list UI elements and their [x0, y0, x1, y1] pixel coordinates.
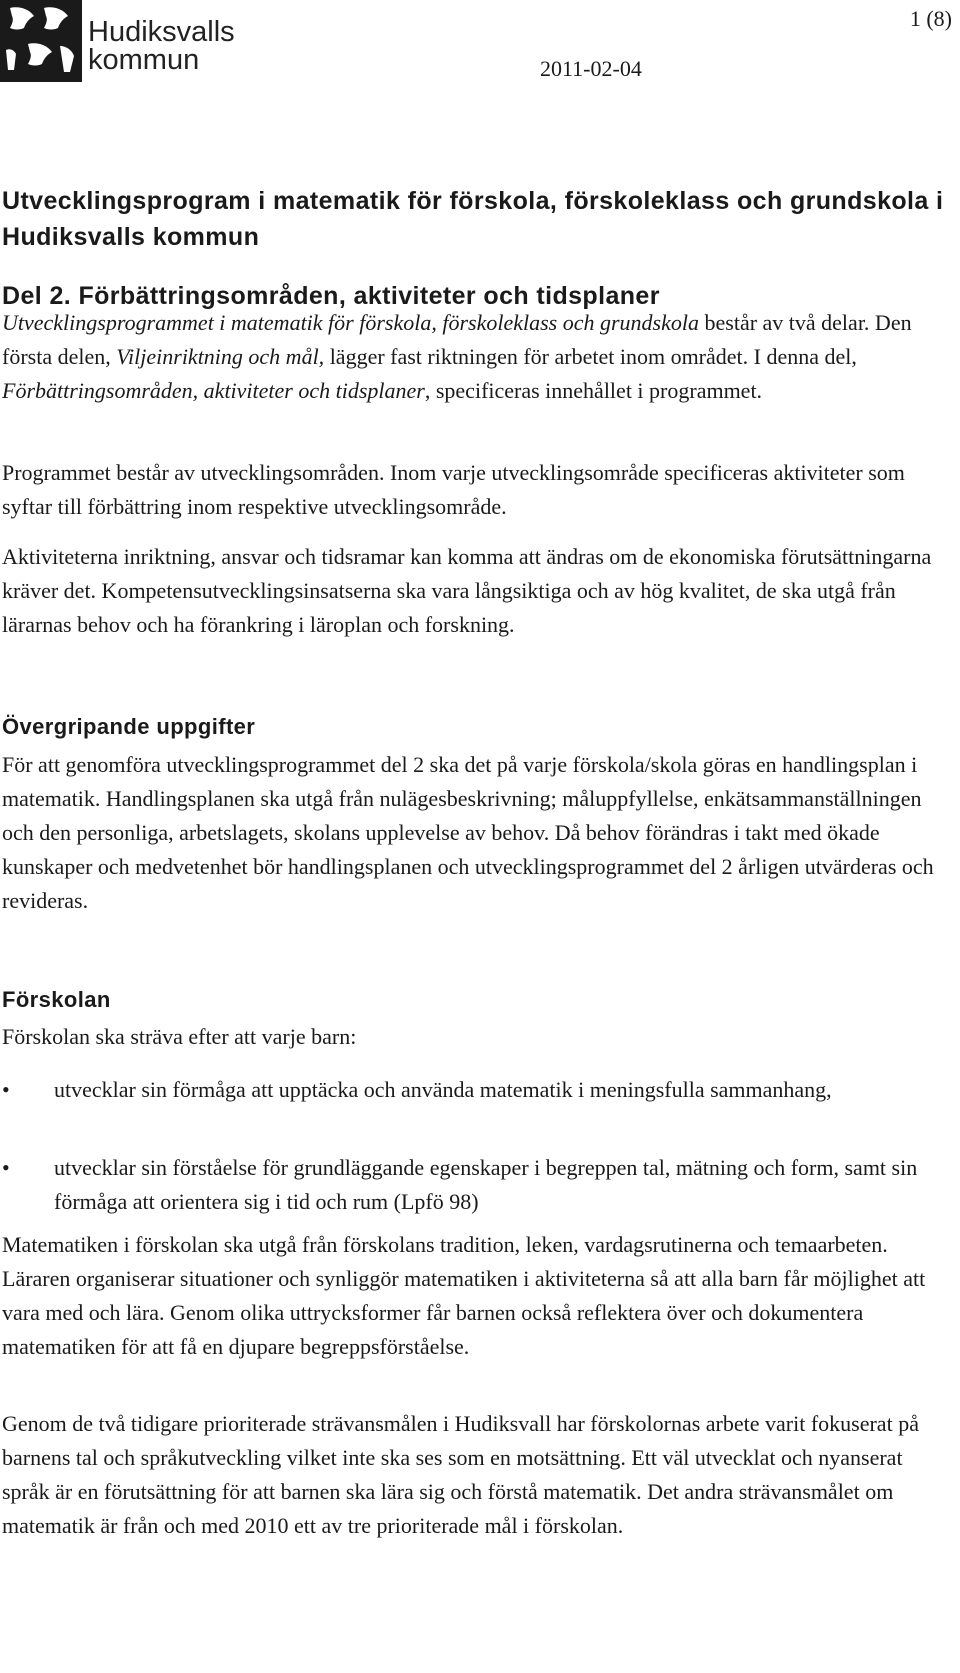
program-name: Utvecklingsprogrammet i matematik för förskola, förskoleklass och grundskola [2, 310, 699, 335]
document-date: 2011-02-04 [540, 56, 642, 81]
bullet-icon: • [2, 1155, 10, 1180]
part2-name: Förbättringsområden, aktiviteter och tidsplaner [2, 378, 425, 403]
document-subtitle: Del 2. Förbättringsområden, aktiviteter och tidsplaner [2, 282, 660, 310]
intro-text-1: består av två delar. Den första delen, [2, 310, 912, 369]
list-item-text: utvecklar sin förmåga att upptäcka och använda matematik i meningsfulla sammanhang, [54, 1077, 832, 1102]
intro-text-2: lägger fast riktningen för arbetet inom området. I denna del, [324, 344, 857, 369]
goat-emblem-icon [0, 0, 82, 82]
forskolan-paragraph-2: Genom de två tidigare prioriterade strävansmålen i Hudiksvall har förskolornas arbete varit fokuserat på barnens tal och språkutveckling vilket inte ska ses som en motsättning. Ett väl utvecklat och nyanserat språk är en förutsättning för att barnen ska lära sig och förstå matematik. Det andra strävansmålet om matematik är från och med 2010 ett av tre prioriterade mål i förskolan. [2, 1411, 919, 1538]
section-heading-overgripande: Övergripande uppgifter [2, 714, 256, 739]
bullet-icon: • [2, 1077, 10, 1102]
overgripande-paragraph: För att genomföra utvecklingsprogrammet del 2 ska det på varje förskola/skola göras en handlingsplan i matematik. Handlingsplanen ska utgå från nulägesbeskrivning; måluppfyllelse, enkätsammanställningen och den personliga, arbetslagets, skolans upplevelse av behov. Då behov förändras i takt med ökade kunskaper och medvetenhet bör handlingsplanen och utvecklingsprogrammet del 2 årligen utvärderas och revideras. [2, 752, 934, 913]
intro-paragraph-1 [2, 306, 952, 408]
page-number: 1 (8) [909, 6, 952, 31]
forskolan-intro: Förskolan ska sträva efter att varje barn: [2, 1024, 357, 1049]
logo [0, 0, 235, 82]
document-title: Utvecklingsprogram i matematik för förskola, förskoleklass och grundskola i Hudiksvalls kommun [2, 187, 944, 251]
part1-name: Viljeinriktning och mål, [116, 344, 325, 369]
section-heading-forskolan: Förskolan [2, 987, 111, 1012]
intro-paragraph-2: Programmet består av utvecklingsområden. Inom varje utvecklingsområde specificeras aktiviteter som syftar till förbättring inom respektive utvecklingsområde. [2, 460, 905, 519]
list-item [2, 1151, 952, 1219]
list-item [2, 1073, 952, 1107]
list-item-text: utvecklar sin förståelse för grundläggande egenskaper i begreppen tal, mätning och form, samt sin förmåga att orientera sig i tid och rum (Lpfö 98) [54, 1155, 918, 1214]
intro-paragraph-3: Aktiviteterna inriktning, ansvar och tidsramar kan komma att ändras om de ekonomiska förutsättningarna kräver det. Kompetensutvecklingsinsatserna ska vara långsiktiga och av hög kvalitet, de ska utgå från lärarnas behov och ha förankring i läroplan och forskning. [2, 544, 932, 637]
logo-wordmark [88, 18, 235, 74]
forskolan-paragraph-1: Matematiken i förskolan ska utgå från förskolans tradition, leken, vardagsrutinerna och temaarbeten. Läraren organiserar situationer och synliggör matematiken i aktiviteterna så att alla barn får möjlighet att vara med och lära. Genom olika uttrycksformer får barnen också reflektera över och dokumentera matematiken för att få en djupare begreppsförståelse. [2, 1232, 926, 1359]
intro-text-3: , specificeras innehållet i programmet. [424, 378, 763, 403]
logo-line-2: kommun [88, 44, 200, 76]
logo-line-1: Hudiksvalls [88, 16, 235, 48]
